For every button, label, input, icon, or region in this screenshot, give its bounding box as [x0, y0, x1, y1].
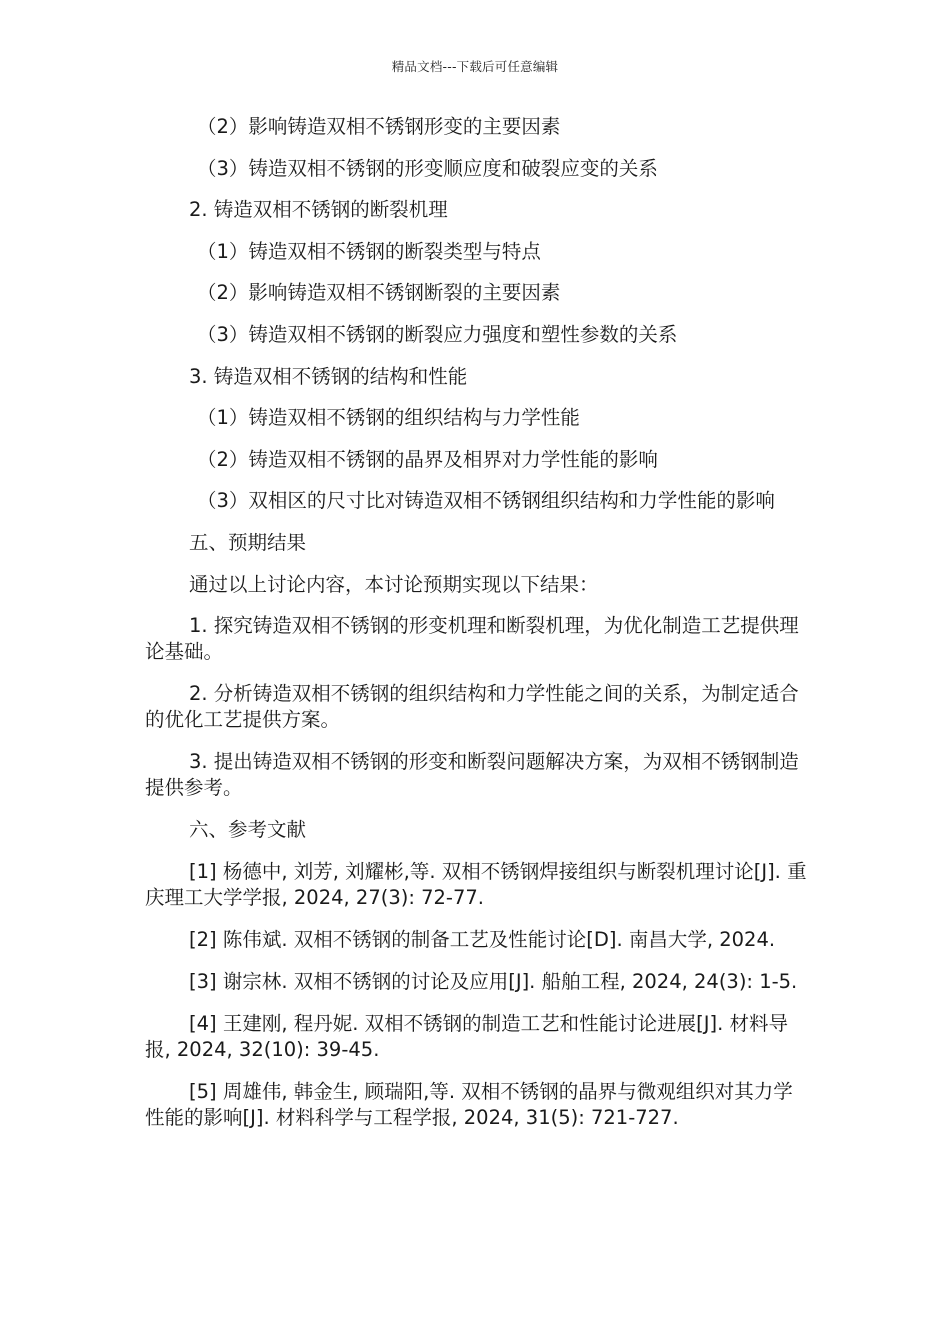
outline-item: （3）双相区的尺寸比对铸造双相不锈钢组织结构和力学性能的影响 — [197, 489, 775, 513]
reference-item: [2] 陈伟斌. 双相不锈钢的制备工艺及性能讨论[D]. 南昌大学, 2024. — [189, 927, 776, 951]
result-item: 1. 探究铸造双相不锈钢的形变机理和断裂机理，为优化制造工艺提供理论基础。 — [145, 614, 799, 664]
reference-item: [3] 谢宗林. 双相不锈钢的讨论及应用[J]. 船舶工程, 2024, 24(3): 1-5. — [189, 969, 798, 993]
results-intro: 通过以上讨论内容，本讨论预期实现以下结果： — [189, 572, 599, 596]
references-heading: 六、参考文献 — [189, 818, 307, 842]
document-body — [145, 114, 807, 1147]
section-title: 3. 铸造双相不锈钢的结构和性能 — [189, 364, 468, 388]
outline-item: （2）铸造双相不锈钢的晶界及相界对力学性能的影响 — [197, 447, 658, 471]
reference-item: [4] 王建刚, 程丹妮. 双相不锈钢的制造工艺和性能讨论进展[J]. 材料导报, 2024, 32(10): 39-45. — [145, 1011, 788, 1061]
page-header: 精品文档---下载后可任意编辑 — [391, 59, 559, 74]
result-item: 3. 提出铸造双相不锈钢的形变和断裂问题解决方案，为双相不锈钢制造提供参考。 — [145, 750, 799, 800]
outline-item: （3）铸造双相不锈钢的形变顺应度和破裂应变的关系 — [197, 156, 658, 180]
reference-item: [1] 杨德中, 刘芳, 刘耀彬,等. 双相不锈钢焊接组织与断裂机理讨论[J]. 重庆理工大学学报, 2024, 27(3): 72-77. — [145, 859, 807, 909]
outline-item: （1）铸造双相不锈钢的组织结构与力学性能 — [197, 406, 580, 430]
section-title: 2. 铸造双相不锈钢的断裂机理 — [189, 198, 448, 222]
outline-item: （2）影响铸造双相不锈钢形变的主要因素 — [197, 115, 561, 138]
results-heading: 五、预期结果 — [189, 530, 307, 554]
outline-item: （1）铸造双相不锈钢的断裂类型与特点 — [197, 239, 541, 263]
result-item: 2. 分析铸造双相不锈钢的组织结构和力学性能之间的关系，为制定适合的优化工艺提供方案。 — [145, 682, 799, 732]
reference-item: [5] 周雄伟, 韩金生, 顾瑞阳,等. 双相不锈钢的晶界与微观组织对其力学性能的影响[J]. 材料科学与工程学报, 2024, 31(5): 721-727. — [145, 1079, 793, 1129]
outline-item: （2）影响铸造双相不锈钢断裂的主要因素 — [197, 281, 561, 305]
outline-item: （3）铸造双相不锈钢的断裂应力强度和塑性参数的关系 — [197, 322, 678, 346]
